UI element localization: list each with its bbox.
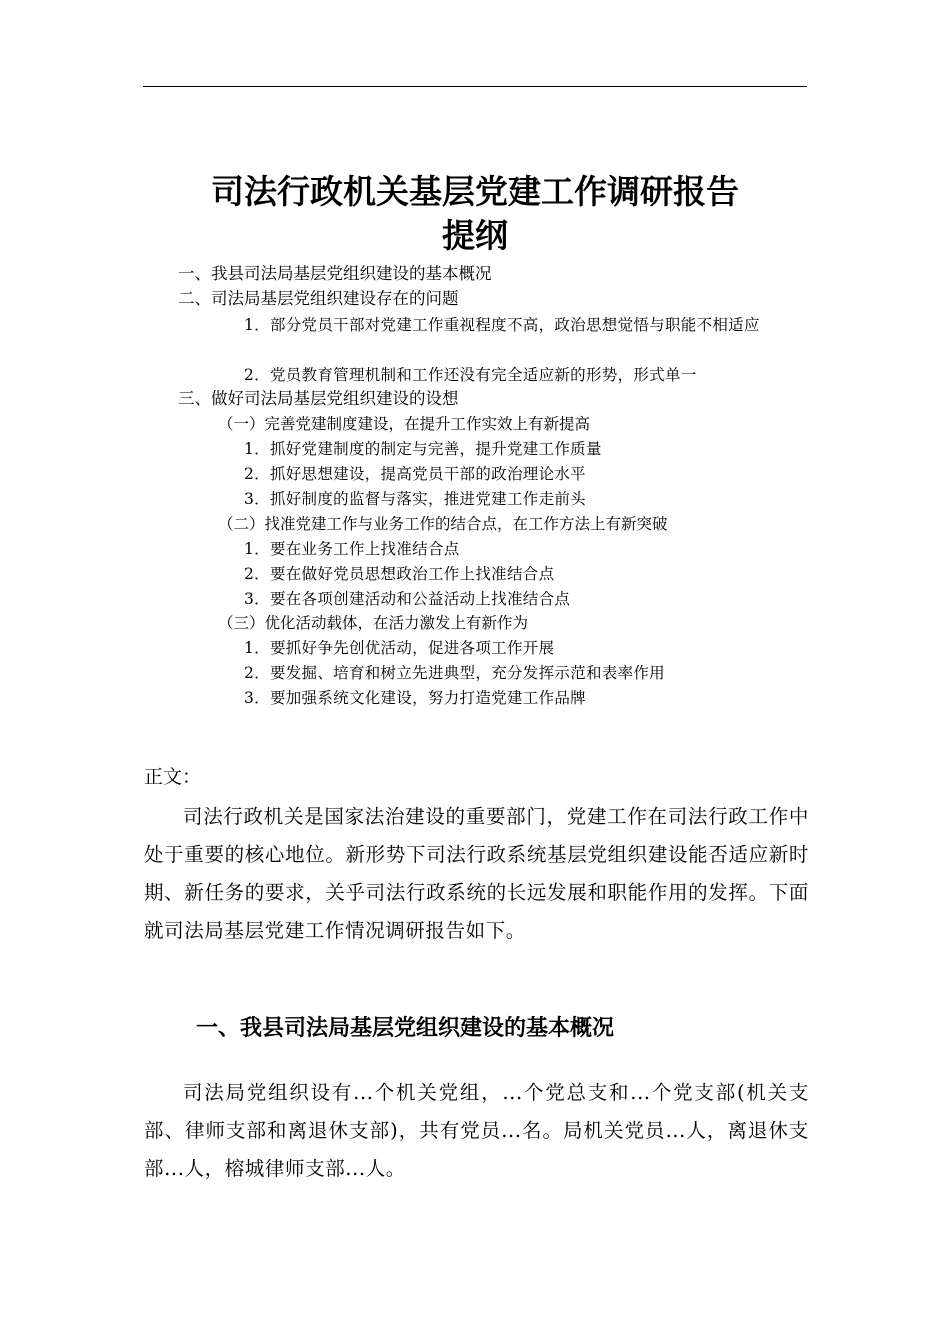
outline-item: 1．要在业务工作上找准结合点 xyxy=(244,540,460,558)
outline-section-3: 三、做好司法局基层党组织建设的设想 xyxy=(178,389,459,408)
outline-subsection-1: （一）完善党建制度建设，在提升工作实效上有新提高 xyxy=(218,415,591,433)
outline-item: 1．要抓好争先创优活动，促进各项工作开展 xyxy=(244,639,555,657)
outline-item: 3．要在各项创建活动和公益活动上找准结合点 xyxy=(244,590,571,608)
outline-item: 2．要在做好党员思想政治工作上找准结合点 xyxy=(244,565,555,583)
document-subtitle: 提纲 xyxy=(442,216,508,255)
outline-item: 3．抓好制度的监督与落实，推进党建工作走前头 xyxy=(244,490,586,508)
outline-item: 2．要发掘、培育和树立先进典型，充分发挥示范和表率作用 xyxy=(244,664,665,682)
outline-item: 1．抓好党建制度的制定与完善，提升党建工作质量 xyxy=(244,440,602,458)
outline-item: 2．党员教育管理机制和工作还没有完全适应新的形势，形式单一 xyxy=(244,366,697,384)
outline-item: 1．部分党员干部对党建工作重视程度不高，政治思想觉悟与职能不相适应 xyxy=(244,316,760,334)
outline-section-2: 二、司法局基层党组织建设存在的问题 xyxy=(178,289,459,308)
document-title: 司法行政机关基层党建工作调研报告 xyxy=(211,172,739,211)
section-heading: 一、我县司法局基层党组织建设的基本概况 xyxy=(196,1016,615,1041)
body-label: 正文： xyxy=(144,766,202,788)
outline-subsection-2: （二）找准党建工作与业务工作的结合点，在工作方法上有新突破 xyxy=(218,515,668,533)
section-paragraph: 司法局党组织设有...个机关党组，...个党总支和...个党支部(机关支部、律师支部和离退休支部)，共有党员...名。局机关党员...人，离退休支部...人，榕城律师支部...人。 xyxy=(144,1081,809,1180)
intro-paragraph: 司法行政机关是国家法治建设的重要部门，党建工作在司法行政工作中处于重要的核心地位。新形势下司法行政系统基层党组织建设能否适应新时期、新任务的要求，关乎司法行政系统的长远发展和职能作用的发挥。下面就司法局基层党建工作情况调研报告如下。 xyxy=(144,805,809,942)
outline-item: 2．抓好思想建设，提高党员干部的政治理论水平 xyxy=(244,465,586,483)
header-rule xyxy=(143,86,807,87)
outline-subsection-3: （三）优化活动载体，在活力激发上有新作为 xyxy=(218,614,529,632)
outline-section-1: 一、我县司法局基层党组织建设的基本概况 xyxy=(178,264,492,283)
outline-item: 3．要加强系统文化建设，努力打造党建工作品牌 xyxy=(244,689,586,707)
